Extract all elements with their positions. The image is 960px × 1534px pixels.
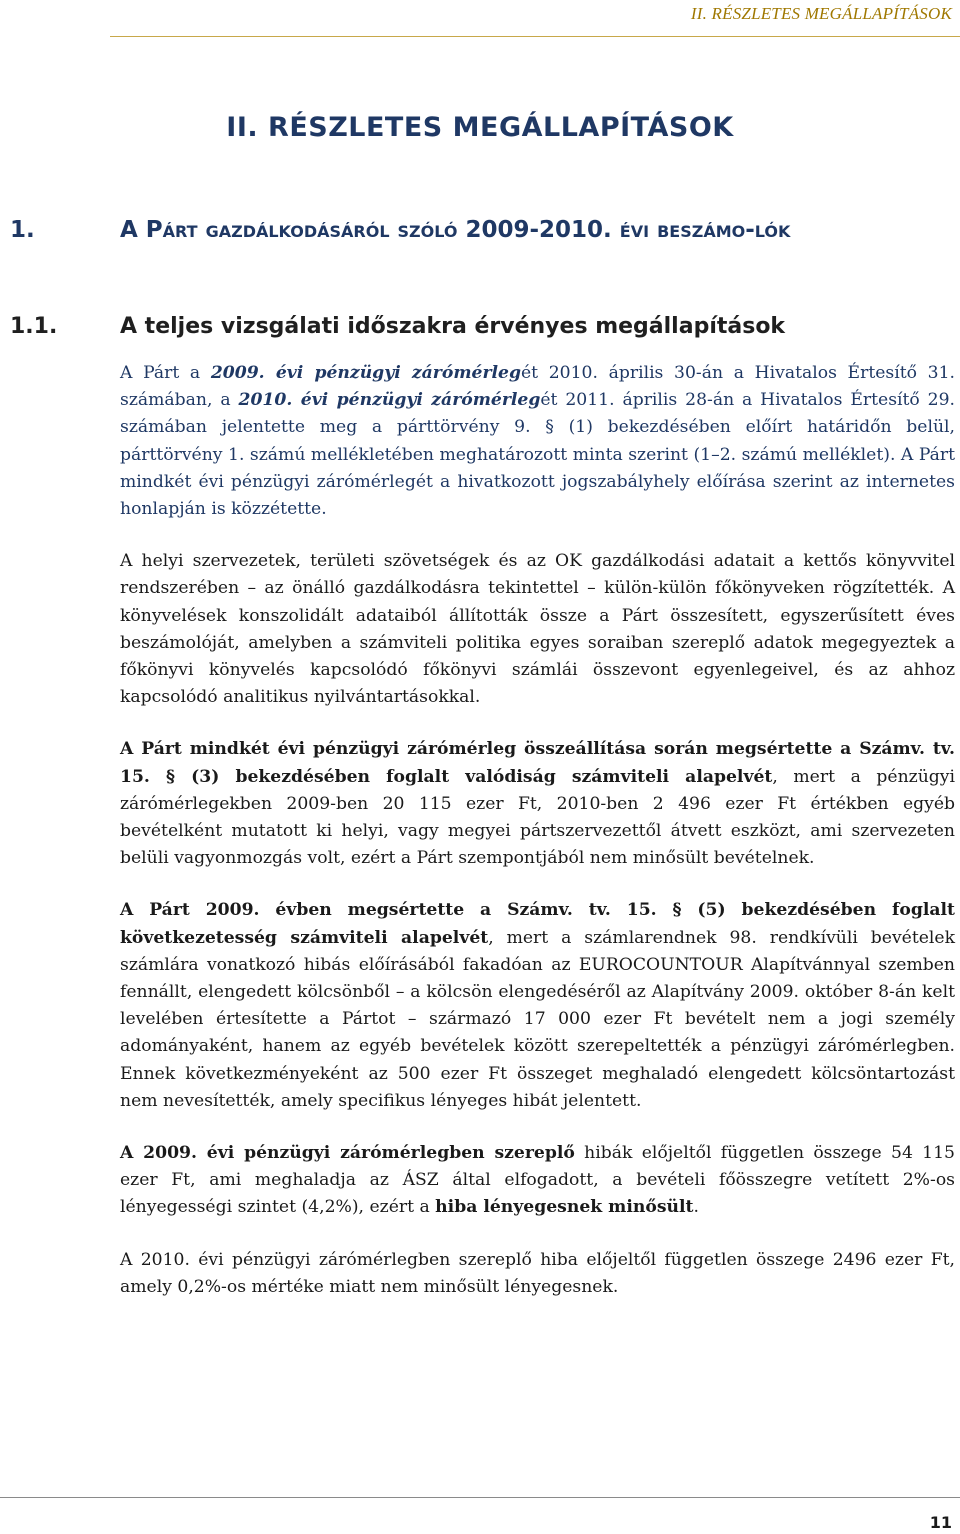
section-number: 1. [10, 217, 35, 243]
p5-text: hibák előjeltől független összege 54 115 ezer Ft, ami meghaladja az ÁSZ által elfogadott, a bevételi főösszegre vetített 2%-os lényegességi szintet (4,2%), ezért a [120, 1143, 955, 1218]
paragraph-2009-errors [120, 1140, 955, 1222]
p3-text: , mert a pénzügyi zárómérlegekben 2009-ben 20 115 ezer Ft, 2010-ben 2 496 ezer Ft értékben egyéb bevételként mutatott ki helyi, vagy megyei pártszervezettől átvett eszközt, ami szervezeten belüli vagyonmozgás volt, ezért a Párt szempontjából nem minősült bevételnek. [120, 766, 955, 869]
p3-bold-finding: A Párt mindkét évi pénzügyi zárómérleg összeállítása során megsértette a Számv. tv. 15. § (3) bekezdésében foglalt valódiság számviteli alapelvét [120, 739, 955, 787]
header-rule [110, 36, 960, 37]
p1-emphasis-2009: 2009. évi pénzügyi zárómérleg [210, 363, 521, 383]
p4-text: , mert a számlarendnek 98. rendkívüli bevételek számlára vonatkozó hibás előírásából fakadóan az EUROCOUNTOUR Alapítvánnyal szemben fennállt, elengedett kölcsönből – a kölcsön elengedéséről az Alapítvány 2009. október 8-án kelt levelében értesítette a Pártot – származó 17 000 ezer Ft bevételt nem a jogi személy adományaként, hanem az egyéb bevételek között szerepeltették a pénzügyi zárómérlegben. Ennek következményeként az 500 ezer Ft összeget meghaladó elengedett kölcsöntartozást nem nevesítették, amely specifikus lényeges hibát jelentett. [120, 927, 956, 1111]
subsection-number: 1.1. [10, 314, 58, 339]
p5-bold-conclusion: hiba lényegesnek minősült [435, 1197, 694, 1218]
page-number: 11 [929, 1513, 952, 1532]
paragraph-2010-errors: A 2010. évi pénzügyi zárómérlegben szereplő hiba előjeltől független összege 2496 ezer Ft, amely 0,2%-os mértéke miatt nem minősült lényegesnek. [120, 1249, 955, 1297]
p1-text-3: ét 2010. április 30-án a Hivatalos Értesítő 31. számában, a [120, 363, 955, 411]
p5-bold-lead: A 2009. évi pénzügyi zárómérlegben szereplő [120, 1143, 575, 1164]
paragraph-publication [120, 360, 955, 523]
subsection-heading [10, 312, 955, 342]
paragraph-validity-principle [120, 736, 955, 872]
p4-bold-finding: A Párt 2009. évben megsértette a Számv. tv. 15. § (5) bekezdésében foglalt következetesség számviteli alapelvét [120, 900, 955, 948]
section-title: A Párt gazdálkodásáról szóló 2009-2010. évi beszámo-lók [120, 217, 791, 243]
paragraph-consistency-principle [120, 897, 955, 1115]
p1-text-5: ét 2011. április 28-án a Hivatalos Értesítő 29. számában jelentette meg a párttörvény 9. § (1) bekezdésében előírt határidőn belül, párttörvény 1. számú mellékletében meghatározott minta szerint (1–2. számú melléklet). A Párt mindkét évi pénzügyi zárómérlegét a hivatkozott jogszabályhely előírása szerint az internetes honlapján is közzétette. [120, 390, 955, 520]
document-body [120, 360, 955, 1326]
page-title: II. RÉSZLETES MEGÁLLAPÍTÁSOK [226, 112, 734, 143]
section-heading [10, 212, 955, 248]
subsection-title: A teljes vizsgálati időszakra érvényes megállapítások [120, 314, 786, 339]
p1-emphasis-2010: 2010. évi pénzügyi zárómérleg [238, 390, 541, 411]
footer-rule [0, 1497, 960, 1498]
running-header: II. RÉSZLETES MEGÁLLAPÍTÁSOK [690, 4, 952, 23]
p1-text-1: A Párt a [120, 363, 211, 383]
p5-end: . [693, 1197, 699, 1218]
paragraph-bookkeeping: A helyi szervezetek, területi szövetségek és az OK gazdálkodási adatait a kettős könyvvitel rendszerében – az önálló gazdálkodásra tekintettel – külön-külön főkönyveken rögzítették. A könyvelések konszolidált adataiból állították össze a Párt összesített, egyszerűsített éves beszámolóját, amelyben a számviteli politika egyes soraiban szereplő adatok megegyeztek a főkönyvi könyvelés kapcsolódó főkönyvi számlái összevont egyenlegeivel, és az ahhoz kapcsolódó analitikus nyilvántartásokkal. [120, 551, 955, 708]
